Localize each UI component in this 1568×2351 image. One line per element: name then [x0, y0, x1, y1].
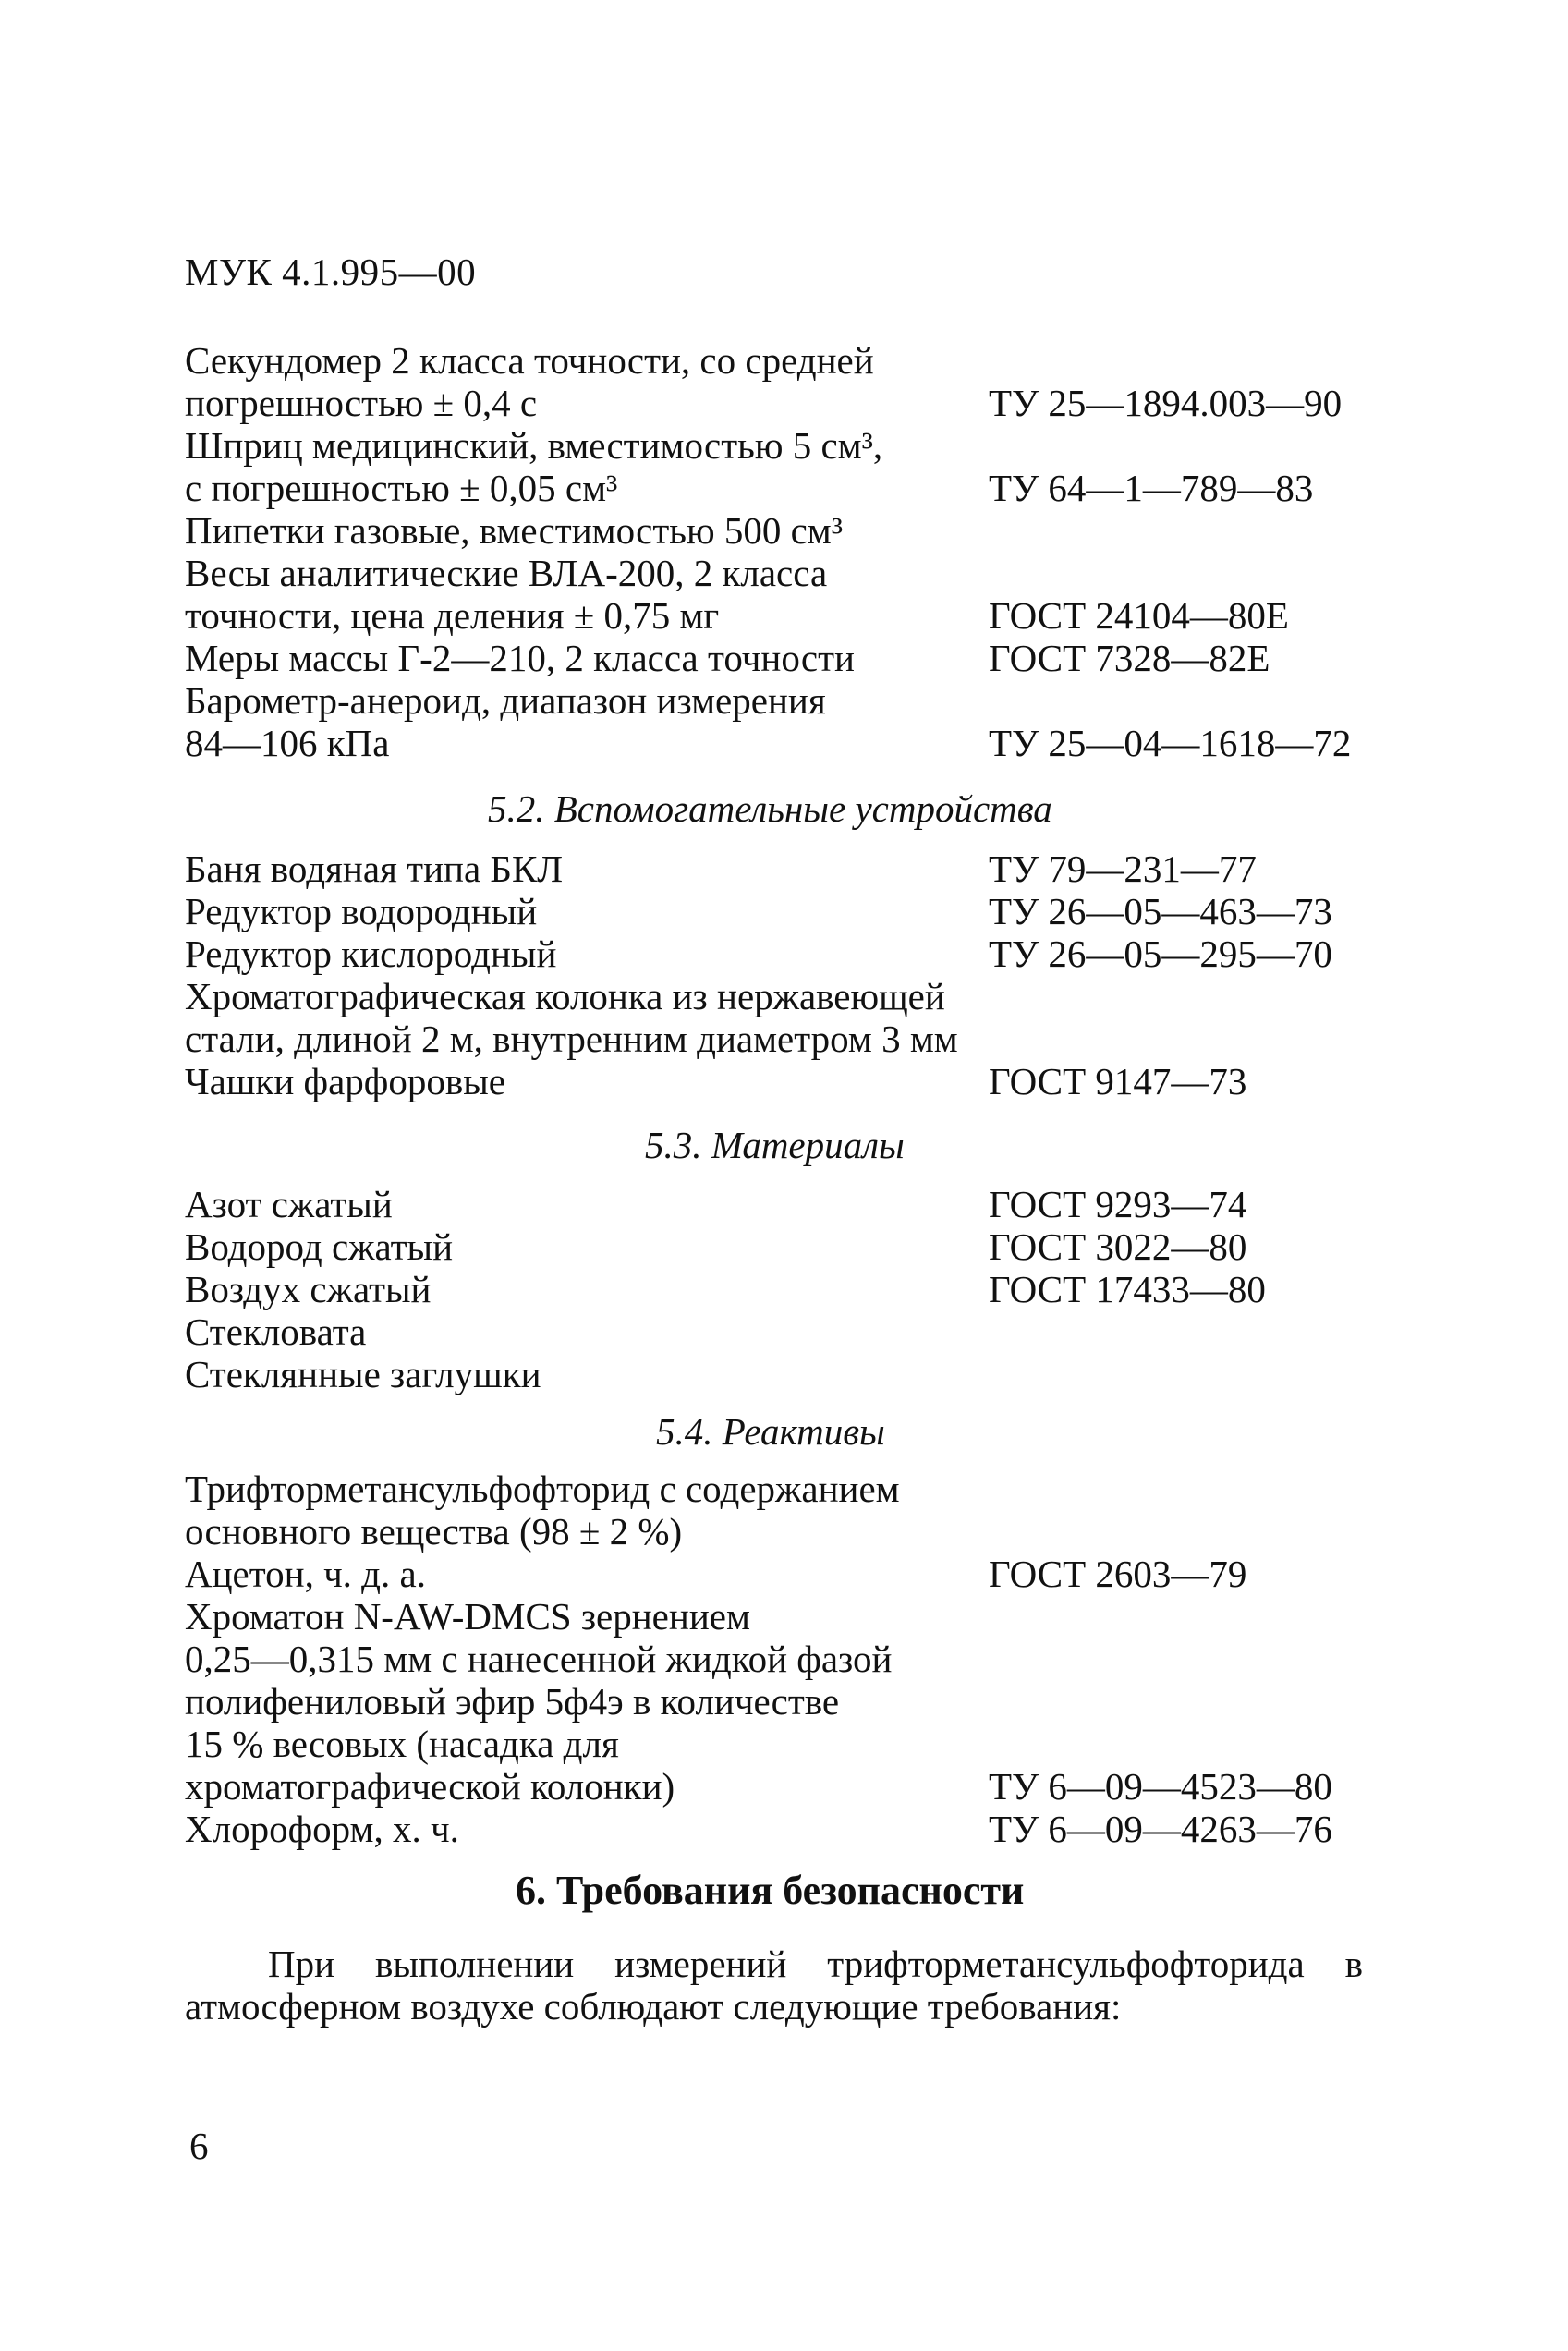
page-number: 6 [189, 2125, 209, 2167]
section-5-2-title: 5.2. Вспомогательные устройства [488, 787, 1052, 830]
material-2-ref: ГОСТ 3022—80 [989, 1225, 1247, 1268]
aux-5: Чашки фарфоровые [185, 1060, 505, 1102]
aux-1: Баня водяная типа БКЛ [185, 847, 564, 890]
equipment-2-line1: Шприц медицинский, вместимостью 5 см³, [185, 424, 883, 467]
material-1: Азот сжатый [185, 1183, 393, 1225]
aux-2-ref: ТУ 26—05—463—73 [989, 890, 1332, 932]
section-5-3-title: 5.3. Материалы [645, 1124, 905, 1166]
section-6-heading: 6. Требования безопасности [516, 1868, 1025, 1913]
reagent-1-line1: Трифторметансульфофторид с содержанием [185, 1468, 900, 1510]
equipment-1-ref: ТУ 25—1894.003—90 [989, 382, 1343, 424]
equipment-2-line2: с погрешностью ± 0,05 см³ [185, 467, 618, 509]
equipment-6-line2: 84—106 кПа [185, 722, 390, 764]
reagent-4-line1: Хлороформ, х. ч. [185, 1808, 459, 1850]
section-6-para-line2: атмосферном воздухе соблюдают следующие требования: [185, 1985, 1122, 2028]
aux-2: Редуктор водородный [185, 890, 538, 932]
aux-1-ref: ТУ 79—231—77 [989, 847, 1257, 890]
equipment-2-ref: ТУ 64—1—789—83 [989, 467, 1314, 509]
section-5-4-title: 5.4. Реактивы [656, 1410, 885, 1453]
reagent-4-ref: ТУ 6—09—4263—76 [989, 1808, 1332, 1850]
material-5: Стеклянные заглушки [185, 1353, 541, 1395]
material-3-ref: ГОСТ 17433—80 [989, 1268, 1266, 1310]
equipment-1-line1: Секундомер 2 класса точности, со средней [185, 339, 874, 382]
reagent-3-line1: Хроматон N-AW-DMCS зернением [185, 1595, 750, 1638]
equipment-4-ref: ГОСТ 24104—80Е [989, 594, 1289, 637]
aux-3-ref: ТУ 26—05—295—70 [989, 932, 1332, 975]
reagent-3-line2: 0,25—0,315 мм с нанесенной жидкой фазой [185, 1638, 893, 1680]
aux-5-ref: ГОСТ 9147—73 [989, 1060, 1247, 1102]
aux-4-line1: Хроматографическая колонка из нержавеющей [185, 975, 945, 1017]
reagent-2-ref: ГОСТ 2603—79 [989, 1553, 1247, 1595]
material-1-ref: ГОСТ 9293—74 [989, 1183, 1247, 1225]
document-code: МУК 4.1.995—00 [185, 250, 477, 293]
reagent-3-line5: хроматографической колонки) [185, 1765, 675, 1808]
equipment-6-line1: Барометр-анероид, диапазон измерения [185, 679, 826, 722]
equipment-5-ref: ГОСТ 7328—82Е [989, 637, 1270, 679]
reagent-1-line2: основного вещества (98 ± 2 %) [185, 1510, 683, 1553]
reagent-3-line3: полифениловый эфир 5ф4э в количестве [185, 1680, 840, 1723]
aux-3: Редуктор кислородный [185, 932, 557, 975]
equipment-1-line2: погрешностью ± 0,4 с [185, 382, 538, 424]
aux-4-line2: стали, длиной 2 м, внутренним диаметром 3 мм [185, 1017, 958, 1060]
equipment-3-line1: Пипетки газовые, вместимостью 500 см³ [185, 509, 844, 552]
material-3: Воздух сжатый [185, 1268, 432, 1310]
equipment-5-line1: Меры массы Г-2—210, 2 класса точности [185, 637, 855, 679]
material-4: Стекловата [185, 1310, 367, 1353]
material-2: Водород сжатый [185, 1225, 454, 1268]
reagent-2-line1: Ацетон, ч. д. а. [185, 1553, 426, 1595]
equipment-4-line1: Весы аналитические ВЛА-200, 2 класса [185, 552, 828, 594]
section-6-para-line1: При выполнении измерений трифторметансульфофторида в [268, 1943, 1363, 1985]
reagent-3-ref: ТУ 6—09—4523—80 [989, 1765, 1332, 1808]
equipment-6-ref: ТУ 25—04—1618—72 [989, 722, 1352, 764]
equipment-4-line2: точности, цена деления ± 0,75 мг [185, 594, 720, 637]
reagent-3-line4: 15 % весовых (насадка для [185, 1723, 619, 1765]
